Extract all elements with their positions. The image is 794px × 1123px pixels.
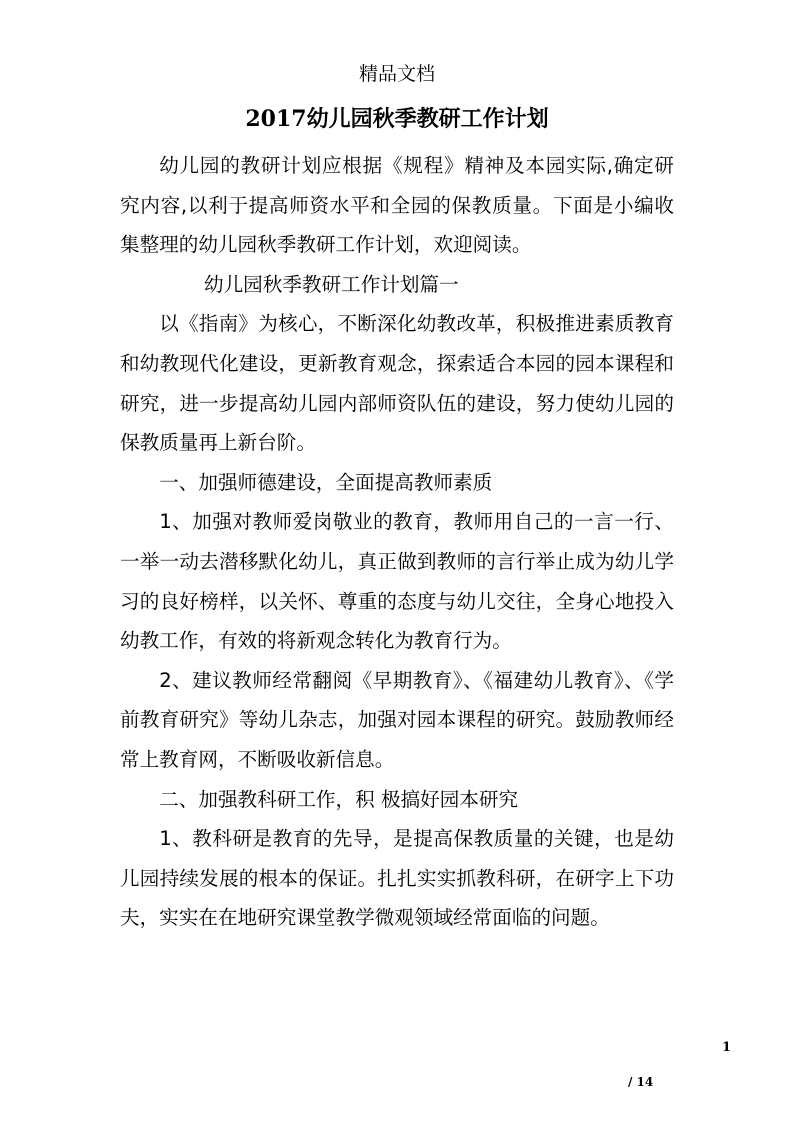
intro-paragraph: 幼儿园的教研计划应根据《规程》精神及本园实际,确定研究内容,以利于提高师资水平和全园的保教质量。下面是小编收集整理的幼儿园秋季教研工作计划，欢迎阅读。	[120, 154, 674, 257]
page-number: 1	[722, 1040, 732, 1055]
body-paragraph: 1、教科研是教育的先导，是提高保教质量的关键，也是幼儿园持续发展的根本的保证。扎扎实实抓教科研，在研字上下功夫，实实在在地研究课堂教学微观领域经常面临的问题。	[120, 827, 674, 930]
section-heading: 幼儿园秋季教研工作计划篇一	[204, 272, 459, 296]
heading-two: 二、加强教科研工作，积 极搞好园本研究	[159, 787, 519, 811]
body-paragraph: 以《指南》为核心，不断深化幼教改革，积极推进素质教育和幼教现代化建设，更新教育观念，探索适合本园的园本课程和研究，进一步提高幼儿园内部师资队伍的建设，努力使幼儿园的保教质量再上新台阶。	[120, 312, 674, 455]
document-body	[120, 146, 674, 938]
body-paragraph: 2、建议教师经常翻阅《早期教育》、《福建幼儿教育》、《学前教育研究》等幼儿杂志，加强对园本课程的研究。鼓励教师经常上教育网，不断吸收新信息。	[120, 668, 674, 771]
heading-one: 一、加强师德建设，全面提高教师素质	[159, 470, 493, 494]
header-watermark: 精品文档	[358, 63, 435, 85]
body-paragraph: 1、加强对教师爱岗敬业的教育，教师用自己的一言一行、一举一动去潜移默化幼儿，真正做到教师的言行举止成为幼儿学习的良好榜样，以关怀、尊重的态度与幼儿交往，全身心地投入幼教工作，有效的将新观念转化为教育行为。	[120, 510, 674, 653]
document-title: 2017幼儿园秋季教研工作计划	[245, 106, 549, 132]
page-total: / 14	[628, 1075, 654, 1089]
